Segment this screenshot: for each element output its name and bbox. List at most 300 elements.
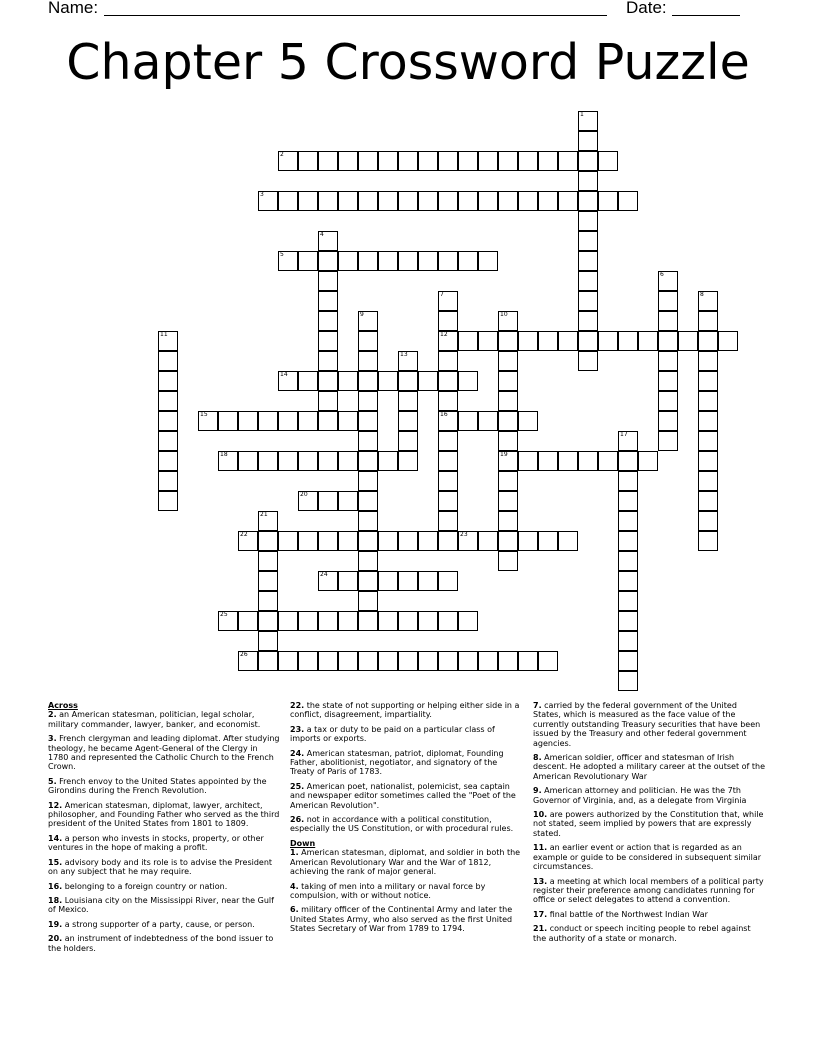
grid-cell[interactable] bbox=[298, 491, 318, 511]
clue-number: 16. bbox=[48, 881, 63, 891]
clue-number: 6 bbox=[660, 271, 664, 278]
down-heading: Down bbox=[290, 838, 316, 848]
grid-cell[interactable] bbox=[698, 371, 718, 391]
grid-cell[interactable] bbox=[658, 391, 678, 411]
grid-cell[interactable] bbox=[438, 291, 458, 311]
grid-cell[interactable] bbox=[498, 551, 518, 571]
grid-cell[interactable] bbox=[358, 411, 378, 431]
grid-cell[interactable] bbox=[258, 191, 278, 211]
grid-cell[interactable] bbox=[318, 271, 338, 291]
grid-cell[interactable] bbox=[438, 471, 458, 491]
clue-item bbox=[533, 843, 765, 871]
grid-cell[interactable] bbox=[578, 131, 598, 151]
grid-cell[interactable] bbox=[618, 591, 638, 611]
clue-number: 25 bbox=[220, 611, 228, 618]
grid-cell[interactable] bbox=[458, 191, 478, 211]
grid-cell[interactable] bbox=[238, 451, 258, 471]
grid-cell[interactable] bbox=[498, 651, 518, 671]
grid-cell[interactable] bbox=[618, 531, 638, 551]
grid-cell[interactable] bbox=[698, 351, 718, 371]
grid-cell[interactable] bbox=[438, 351, 458, 371]
grid-cell[interactable] bbox=[318, 191, 338, 211]
grid-cell[interactable] bbox=[298, 251, 318, 271]
grid-cell[interactable] bbox=[358, 651, 378, 671]
grid-cell[interactable] bbox=[498, 471, 518, 491]
grid-cell[interactable] bbox=[318, 531, 338, 551]
grid-cell[interactable] bbox=[458, 371, 478, 391]
grid-cell[interactable] bbox=[158, 411, 178, 431]
grid-cell[interactable] bbox=[538, 331, 558, 351]
grid-cell[interactable] bbox=[318, 651, 338, 671]
grid-cell[interactable] bbox=[378, 571, 398, 591]
grid-cell[interactable] bbox=[318, 611, 338, 631]
grid-cell[interactable] bbox=[578, 191, 598, 211]
grid-cell[interactable] bbox=[518, 191, 538, 211]
grid-cell[interactable] bbox=[578, 251, 598, 271]
grid-cell[interactable] bbox=[158, 491, 178, 511]
grid-cell[interactable] bbox=[238, 611, 258, 631]
grid-cell[interactable] bbox=[318, 311, 338, 331]
grid-cell[interactable] bbox=[318, 251, 338, 271]
clue-text: a strong supporter of a party, cause, or person. bbox=[62, 919, 255, 929]
clue-text: a person who invests in stocks, property, or other ventures in the hope of making a profit. bbox=[48, 833, 264, 853]
grid-cell[interactable] bbox=[698, 531, 718, 551]
grid-cell[interactable] bbox=[618, 471, 638, 491]
grid-cell[interactable] bbox=[358, 471, 378, 491]
grid-cell[interactable] bbox=[258, 411, 278, 431]
grid-cell[interactable] bbox=[398, 151, 418, 171]
grid-cell[interactable] bbox=[158, 451, 178, 471]
grid-cell[interactable] bbox=[518, 331, 538, 351]
clue-item bbox=[290, 848, 522, 876]
grid-cell[interactable] bbox=[518, 651, 538, 671]
grid-cell[interactable] bbox=[338, 371, 358, 391]
grid-cell[interactable] bbox=[578, 211, 598, 231]
grid-cell[interactable] bbox=[578, 291, 598, 311]
clue-number: 23 bbox=[460, 531, 468, 538]
grid-cell[interactable] bbox=[578, 111, 598, 131]
grid-cell[interactable] bbox=[378, 251, 398, 271]
grid-cell[interactable] bbox=[438, 651, 458, 671]
grid-cell[interactable] bbox=[578, 331, 598, 351]
grid-cell[interactable] bbox=[338, 571, 358, 591]
grid-cell[interactable] bbox=[498, 511, 518, 531]
grid-cell[interactable] bbox=[458, 611, 478, 631]
grid-cell[interactable] bbox=[538, 191, 558, 211]
grid-cell[interactable] bbox=[258, 571, 278, 591]
grid-cell[interactable] bbox=[618, 451, 638, 471]
grid-cell[interactable] bbox=[478, 411, 498, 431]
clue-number: 14 bbox=[280, 371, 288, 378]
grid-cell[interactable] bbox=[498, 331, 518, 351]
grid-cell[interactable] bbox=[418, 531, 438, 551]
grid-cell[interactable] bbox=[358, 251, 378, 271]
grid-cell[interactable] bbox=[318, 351, 338, 371]
grid-cell[interactable] bbox=[558, 331, 578, 351]
grid-cell[interactable] bbox=[478, 251, 498, 271]
clue-item bbox=[290, 905, 522, 933]
clue-item bbox=[48, 934, 280, 953]
grid-cell[interactable] bbox=[578, 231, 598, 251]
grid-cell[interactable] bbox=[618, 671, 638, 691]
grid-cell[interactable] bbox=[318, 331, 338, 351]
grid-cell[interactable] bbox=[258, 651, 278, 671]
grid-cell[interactable] bbox=[578, 151, 598, 171]
grid-cell[interactable] bbox=[338, 611, 358, 631]
grid-cell[interactable] bbox=[558, 191, 578, 211]
clue-text: American attorney and politician. He was the 7th Governor of Virginia, and, as a delegate from Virginia bbox=[533, 786, 747, 805]
grid-cell[interactable] bbox=[398, 371, 418, 391]
grid-cell[interactable] bbox=[478, 531, 498, 551]
grid-cell[interactable] bbox=[338, 531, 358, 551]
grid-cell[interactable] bbox=[278, 651, 298, 671]
grid-cell[interactable] bbox=[338, 451, 358, 471]
grid-cell[interactable] bbox=[518, 411, 538, 431]
grid-cell[interactable] bbox=[698, 431, 718, 451]
grid-cell[interactable] bbox=[198, 411, 218, 431]
clue-number: 24 bbox=[320, 571, 328, 578]
grid-cell[interactable] bbox=[458, 151, 478, 171]
grid-cell[interactable] bbox=[378, 451, 398, 471]
grid-cell[interactable] bbox=[298, 371, 318, 391]
grid-cell[interactable] bbox=[418, 151, 438, 171]
grid-cell[interactable] bbox=[338, 651, 358, 671]
grid-cell[interactable] bbox=[158, 431, 178, 451]
grid-cell[interactable] bbox=[578, 351, 598, 371]
clue-text: Louisiana city on the Mississippi River, near the Gulf of Mexico. bbox=[48, 895, 274, 915]
grid-cell[interactable] bbox=[378, 191, 398, 211]
grid-cell[interactable] bbox=[418, 251, 438, 271]
grid-cell[interactable] bbox=[518, 531, 538, 551]
grid-cell[interactable] bbox=[358, 591, 378, 611]
clue-number: 17 bbox=[620, 431, 628, 438]
grid-cell[interactable] bbox=[218, 411, 238, 431]
grid-cell[interactable] bbox=[278, 151, 298, 171]
grid-cell[interactable] bbox=[338, 491, 358, 511]
grid-cell[interactable] bbox=[398, 191, 418, 211]
grid-cell[interactable] bbox=[438, 531, 458, 551]
grid-cell[interactable] bbox=[618, 651, 638, 671]
grid-cell[interactable] bbox=[278, 191, 298, 211]
grid-cell[interactable] bbox=[158, 351, 178, 371]
grid-cell[interactable] bbox=[498, 351, 518, 371]
grid-cell[interactable] bbox=[578, 451, 598, 471]
date-label: Date: bbox=[626, 0, 667, 17]
grid-cell[interactable] bbox=[658, 431, 678, 451]
grid-cell[interactable] bbox=[658, 291, 678, 311]
grid-cell[interactable] bbox=[458, 251, 478, 271]
grid-cell[interactable] bbox=[438, 311, 458, 331]
grid-cell[interactable] bbox=[398, 431, 418, 451]
across-heading: Across bbox=[48, 701, 78, 710]
clue-number: 24. bbox=[290, 748, 305, 758]
grid-cell[interactable] bbox=[578, 311, 598, 331]
grid-cell[interactable] bbox=[398, 391, 418, 411]
grid-cell[interactable] bbox=[358, 191, 378, 211]
grid-cell[interactable] bbox=[298, 191, 318, 211]
grid-cell[interactable] bbox=[598, 151, 618, 171]
grid-cell[interactable] bbox=[398, 411, 418, 431]
grid-cell[interactable] bbox=[598, 331, 618, 351]
grid-cell[interactable] bbox=[538, 651, 558, 671]
clue-item bbox=[533, 924, 765, 943]
grid-cell[interactable] bbox=[318, 151, 338, 171]
grid-cell[interactable] bbox=[438, 371, 458, 391]
grid-cell[interactable] bbox=[478, 331, 498, 351]
grid-cell[interactable] bbox=[218, 611, 238, 631]
grid-cell[interactable] bbox=[318, 371, 338, 391]
grid-cell[interactable] bbox=[158, 471, 178, 491]
grid-cell[interactable] bbox=[578, 271, 598, 291]
clue-text: American poet, nationalist, polemicist, sea captain and newspaper editor sometimes called the "Poet of the American Revolution". bbox=[290, 781, 516, 810]
grid-cell[interactable] bbox=[338, 251, 358, 271]
grid-cell[interactable] bbox=[258, 591, 278, 611]
grid-cell[interactable] bbox=[538, 151, 558, 171]
grid-cell[interactable] bbox=[438, 331, 458, 351]
grid-cell[interactable] bbox=[618, 551, 638, 571]
clue-item bbox=[290, 725, 522, 744]
grid-cell[interactable] bbox=[698, 511, 718, 531]
grid-cell[interactable] bbox=[258, 531, 278, 551]
grid-cell[interactable] bbox=[158, 331, 178, 351]
grid-cell[interactable] bbox=[518, 451, 538, 471]
grid-cell[interactable] bbox=[698, 391, 718, 411]
clue-text: an earlier event or action that is regarded as an example or guide to be considered in subsequent similar circumstances. bbox=[533, 843, 762, 872]
grid-cell[interactable] bbox=[398, 651, 418, 671]
grid-cell[interactable] bbox=[418, 191, 438, 211]
grid-cell[interactable] bbox=[358, 451, 378, 471]
grid-cell[interactable] bbox=[698, 451, 718, 471]
grid-cell[interactable] bbox=[238, 531, 258, 551]
grid-cell[interactable] bbox=[498, 391, 518, 411]
grid-cell[interactable] bbox=[338, 151, 358, 171]
grid-cell[interactable] bbox=[498, 431, 518, 451]
grid-cell[interactable] bbox=[258, 551, 278, 571]
grid-cell[interactable] bbox=[358, 351, 378, 371]
grid-cell[interactable] bbox=[358, 151, 378, 171]
grid-cell[interactable] bbox=[258, 511, 278, 531]
grid-cell[interactable] bbox=[418, 651, 438, 671]
grid-cell[interactable] bbox=[358, 611, 378, 631]
clue-item bbox=[533, 877, 765, 905]
clue-text: French clergyman and leading diplomat. After studying theology, he became Agent-General of the Clergy in 1780 and represented the Catholic Church to the French Crown. bbox=[48, 734, 280, 772]
grid-cell[interactable] bbox=[438, 511, 458, 531]
grid-cell[interactable] bbox=[658, 371, 678, 391]
grid-cell[interactable] bbox=[538, 451, 558, 471]
grid-cell[interactable] bbox=[598, 451, 618, 471]
grid-cell[interactable] bbox=[298, 651, 318, 671]
grid-cell[interactable] bbox=[298, 611, 318, 631]
grid-cell[interactable] bbox=[358, 371, 378, 391]
grid-cell[interactable] bbox=[318, 231, 338, 251]
grid-cell[interactable] bbox=[458, 531, 478, 551]
grid-cell[interactable] bbox=[498, 531, 518, 551]
grid-cell[interactable] bbox=[318, 291, 338, 311]
grid-cell[interactable] bbox=[318, 391, 338, 411]
grid-cell[interactable] bbox=[278, 371, 298, 391]
grid-cell[interactable] bbox=[618, 511, 638, 531]
grid-cell[interactable] bbox=[438, 451, 458, 471]
grid-cell[interactable] bbox=[438, 191, 458, 211]
grid-cell[interactable] bbox=[538, 531, 558, 551]
clue-text: the state of not supporting or helping either side in a conflict, disagreement, impartiality. bbox=[290, 701, 520, 720]
grid-cell[interactable] bbox=[558, 531, 578, 551]
grid-cell[interactable] bbox=[318, 411, 338, 431]
grid-cell[interactable] bbox=[578, 171, 598, 191]
clue-text: are powers authorized by the Constitution that, while not stated, seem implied by powers that are expressly stated. bbox=[533, 810, 764, 838]
grid-cell[interactable] bbox=[438, 491, 458, 511]
grid-cell[interactable] bbox=[378, 531, 398, 551]
grid-cell[interactable] bbox=[398, 251, 418, 271]
grid-cell[interactable] bbox=[718, 331, 738, 351]
grid-cell[interactable] bbox=[338, 191, 358, 211]
grid-cell[interactable] bbox=[358, 391, 378, 411]
clue-item bbox=[290, 882, 522, 901]
grid-cell[interactable] bbox=[618, 331, 638, 351]
grid-cell[interactable] bbox=[498, 451, 518, 471]
grid-cell[interactable] bbox=[258, 451, 278, 471]
grid-cell[interactable] bbox=[458, 411, 478, 431]
grid-cell[interactable] bbox=[438, 251, 458, 271]
grid-cell[interactable] bbox=[358, 431, 378, 451]
grid-cell[interactable] bbox=[418, 611, 438, 631]
grid-cell[interactable] bbox=[698, 331, 718, 351]
clue-number: 13 bbox=[400, 351, 408, 358]
grid-cell[interactable] bbox=[698, 411, 718, 431]
grid-cell[interactable] bbox=[498, 491, 518, 511]
grid-cell[interactable] bbox=[658, 271, 678, 291]
grid-cell[interactable] bbox=[438, 611, 458, 631]
grid-cell[interactable] bbox=[458, 651, 478, 671]
grid-cell[interactable] bbox=[438, 391, 458, 411]
grid-cell[interactable] bbox=[498, 371, 518, 391]
grid-cell[interactable] bbox=[678, 331, 698, 351]
grid-cell[interactable] bbox=[298, 451, 318, 471]
grid-cell[interactable] bbox=[378, 651, 398, 671]
grid-cell[interactable] bbox=[618, 571, 638, 591]
grid-cell[interactable] bbox=[398, 571, 418, 591]
grid-cell[interactable] bbox=[638, 331, 658, 351]
grid-cell[interactable] bbox=[558, 451, 578, 471]
grid-cell[interactable] bbox=[358, 531, 378, 551]
grid-cell[interactable] bbox=[618, 491, 638, 511]
grid-cell[interactable] bbox=[158, 391, 178, 411]
grid-cell[interactable] bbox=[618, 191, 638, 211]
clue-number: 20. bbox=[48, 934, 63, 944]
grid-cell[interactable] bbox=[378, 371, 398, 391]
grid-cell[interactable] bbox=[318, 451, 338, 471]
grid-cell[interactable] bbox=[238, 411, 258, 431]
clue-number: 10. bbox=[533, 810, 548, 820]
grid-cell[interactable] bbox=[658, 331, 678, 351]
clue-text: American statesman, diplomat, and soldier in both the American Revolutionary War and the War of 1812, achieving the rank of major general. bbox=[290, 848, 521, 877]
grid-cell[interactable] bbox=[358, 551, 378, 571]
grid-cell[interactable] bbox=[318, 491, 338, 511]
grid-cell[interactable] bbox=[498, 411, 518, 431]
grid-cell[interactable] bbox=[378, 611, 398, 631]
grid-cell[interactable] bbox=[418, 371, 438, 391]
grid-cell[interactable] bbox=[418, 571, 438, 591]
grid-cell[interactable] bbox=[358, 331, 378, 351]
grid-cell[interactable] bbox=[358, 491, 378, 511]
grid-cell[interactable] bbox=[478, 151, 498, 171]
grid-cell[interactable] bbox=[158, 371, 178, 391]
grid-cell[interactable] bbox=[278, 411, 298, 431]
grid-cell[interactable] bbox=[298, 151, 318, 171]
grid-cell[interactable] bbox=[398, 451, 418, 471]
clue-number: 14. bbox=[48, 833, 63, 843]
grid-cell[interactable] bbox=[518, 151, 538, 171]
clue-item bbox=[290, 782, 522, 810]
grid-cell[interactable] bbox=[618, 611, 638, 631]
grid-cell[interactable] bbox=[258, 631, 278, 651]
grid-cell[interactable] bbox=[438, 411, 458, 431]
grid-cell[interactable] bbox=[238, 651, 258, 671]
grid-cell[interactable] bbox=[278, 611, 298, 631]
grid-cell[interactable] bbox=[218, 451, 238, 471]
grid-cell[interactable] bbox=[498, 151, 518, 171]
grid-cell[interactable] bbox=[438, 431, 458, 451]
grid-cell[interactable] bbox=[278, 251, 298, 271]
grid-cell[interactable] bbox=[558, 151, 578, 171]
grid-cell[interactable] bbox=[298, 531, 318, 551]
grid-cell[interactable] bbox=[358, 511, 378, 531]
grid-cell[interactable] bbox=[478, 191, 498, 211]
grid-cell[interactable] bbox=[658, 411, 678, 431]
grid-cell[interactable] bbox=[658, 311, 678, 331]
clue-item bbox=[48, 734, 280, 772]
grid-cell[interactable] bbox=[398, 351, 418, 371]
grid-cell[interactable] bbox=[698, 291, 718, 311]
grid-cell[interactable] bbox=[258, 611, 278, 631]
grid-cell[interactable] bbox=[618, 631, 638, 651]
clue-item bbox=[48, 858, 280, 877]
grid-cell[interactable] bbox=[438, 151, 458, 171]
grid-cell[interactable] bbox=[698, 471, 718, 491]
grid-cell[interactable] bbox=[358, 311, 378, 331]
grid-cell[interactable] bbox=[378, 151, 398, 171]
clue-number: 8 bbox=[700, 291, 704, 298]
grid-cell[interactable] bbox=[598, 191, 618, 211]
grid-cell[interactable] bbox=[478, 651, 498, 671]
clue-text: advisory body and its role is to advise the President on any subject that he may require. bbox=[48, 857, 273, 877]
clue-number: 11. bbox=[533, 843, 548, 853]
grid-cell[interactable] bbox=[278, 531, 298, 551]
clue-number: 4 bbox=[320, 231, 324, 238]
grid-cell[interactable] bbox=[698, 491, 718, 511]
grid-cell[interactable] bbox=[278, 451, 298, 471]
grid-cell[interactable] bbox=[498, 311, 518, 331]
grid-cell[interactable] bbox=[298, 411, 318, 431]
grid-cell[interactable] bbox=[658, 351, 678, 371]
grid-cell[interactable] bbox=[398, 531, 418, 551]
clue-number: 22. bbox=[290, 701, 305, 710]
grid-cell[interactable] bbox=[698, 311, 718, 331]
grid-cell[interactable] bbox=[358, 571, 378, 591]
grid-cell[interactable] bbox=[398, 611, 418, 631]
grid-cell[interactable] bbox=[498, 191, 518, 211]
grid-cell[interactable] bbox=[338, 411, 358, 431]
name-label: Name: bbox=[48, 0, 99, 17]
clue-number: 7. bbox=[533, 701, 542, 710]
clue-number: 1. bbox=[290, 848, 299, 858]
grid-cell[interactable] bbox=[318, 571, 338, 591]
grid-cell[interactable] bbox=[638, 451, 658, 471]
clue-item bbox=[290, 749, 522, 777]
grid-cell[interactable] bbox=[458, 331, 478, 351]
grid-cell[interactable] bbox=[438, 571, 458, 591]
grid-cell[interactable] bbox=[618, 431, 638, 451]
